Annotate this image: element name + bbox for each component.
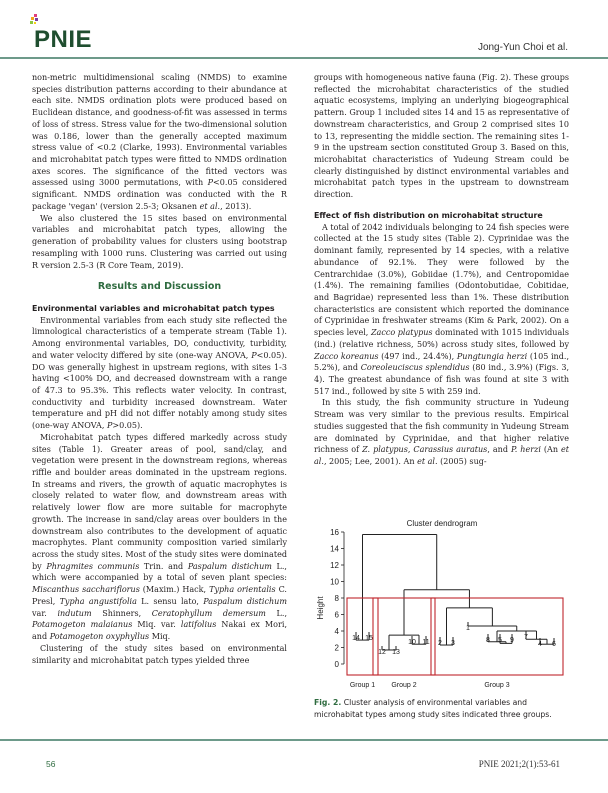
leaf-label: 14: [352, 635, 360, 642]
leaf-label: 4: [538, 641, 542, 648]
left-column: [32, 72, 287, 666]
y-tick-label: 0: [334, 660, 339, 669]
dendrogram-tree: [356, 534, 554, 650]
footer-rule: [0, 739, 608, 741]
dendrogram-chart: [316, 512, 568, 697]
group-label: Group 3: [484, 682, 510, 689]
paragraph: Clustering of the study sites based on environmental similarity and microhabitat patch types yielded three: [32, 643, 287, 665]
journal-logo-text: PNIE: [34, 26, 93, 53]
y-axis-label: Height: [316, 596, 325, 620]
page-number: 56: [46, 759, 56, 769]
paragraph: non-metric multidimensional scaling (NMDS) to examine species distribution patterns according to their abundance at each site. NMDS ordination plots were produced based on Euclidean distance, and goodness-of-fit was assessed in terms of loss of stress. Stress value for the two-dimensional solution was 0.186, lower than the generally accepted maximum stress value of <0.2 (Clarke, 1993). Environmental variables and microhabitat patch types were fitted to NMDS ordination axes scores. The significance of the fitted vectors was assessed using 3000 permutations, with P<0.05 considered significant. NMDS ordination was conducted with the R package 'vegan' (version 2.5-3; Oksanen et al., 2013).: [32, 73, 287, 211]
right-column: [314, 72, 569, 468]
leaf-label: 8: [486, 637, 490, 644]
y-tick-label: 8: [334, 594, 339, 603]
group-boxes: [347, 598, 563, 689]
figure-dendrogram: [316, 512, 568, 697]
y-tick-label: 2: [334, 643, 339, 653]
leaf-label: 6: [552, 641, 556, 648]
leaf-label: 11: [422, 639, 430, 646]
leaf-label: 13: [392, 649, 400, 656]
leaf-label: 2: [438, 640, 442, 647]
leaf-label: 5: [498, 637, 502, 644]
y-axis: [330, 528, 344, 669]
y-tick-label: 12: [330, 561, 339, 570]
paragraph: groups with homogeneous native fauna (Fig. 2). These groups reflected the microhabitat characteristics of the studied aquatic ecosystems, implying an underlying biogeographical pattern. Group 1 included sites 14 and 15 as representative of downstream characteristics, and Group 2 comprised sites 10 to 13, representing the middle section. The remaining sites 1-9 in the upstream section constituted Group 3. Based on this, microhabitat characteristics of Yudeung Stream could be clearly distinguished by distinct environmental variables and microhabitat patch types in the upstream to downstream direction.: [314, 73, 569, 200]
leaf-label: 7: [524, 634, 528, 641]
header-rule: [0, 57, 608, 59]
leaf-label: 3: [451, 640, 455, 647]
y-tick-label: 6: [334, 610, 339, 620]
leaf-label: 1: [466, 625, 470, 632]
leaf-labels: [352, 625, 556, 656]
paragraph: A total of 2042 individuals belonging to 24 fish species were collected at the 15 study sites (Table 2). Cyprinidae was the dominant family, represented by 14 species, with a relative abundance of 92.1%. They were followed by the Centrarchidae (3.0%), Gobiidae (1.7%), and Centropomidae (1.4%). The remaining families (Odontobutidae, Cobitidae, and Bagridae) represented less than 1%. These distribution characteristics are consistent which reported the dominance of Cyprinidae in freshwater streams (Kim & Park, 2002). On a species level, Zacco platypus dominated with 1015 individuals (ind.) (relative richness, 50%) across study sites, followed by Zacco koreanus (497 ind., 24.4%), Pungtungia herzi (105 ind., 5.2%), and Coreoleuciscus splendidus (80 ind., 3.9%) (Figs. 3, 4). The greatest abundance of fish was found at site 3 with 517 ind., followed by site 5 with 259 ind.: [314, 222, 570, 396]
y-tick-label: 10: [330, 577, 339, 587]
figure-caption: Fig. 2. Cluster analysis of environmental variables and microhabitat types among study sites indicated three groups.: [314, 698, 552, 719]
subsection-heading: Environmental variables and microhabitat patch types: [32, 303, 275, 313]
y-tick-label: 14: [330, 544, 339, 554]
chart-title: Cluster dendrogram: [406, 519, 478, 528]
section-title: Results and Discussion: [97, 281, 222, 293]
figure-label: Fig. 2.: [314, 698, 342, 707]
paragraph: Microhabitat patch types differed markedly across study sites (Table 1). Greater areas of pool, sand/clay, and vegetation were present in the downstream regions, whereas riffle and boulder areas dominated in the upstream regions. In streams and rivers, the growth of aquatic macrophytes is closely related to water flow, and downstream areas with relatively lower flow are more suitable for macrophyte growth. The increase in sand/clay areas over boulders in the downstream also contributes to the development of aquatic macrophytes. Plant community composition varied similarly across the study sites. Most of the study sites were dominated by Phragmites communis Trin. and Paspalum distichum L., which were accompanied by a total of seven plant species: Miscanthus sacchariflorus (Maxim.) Hack, Typha orientalis C. Presl, Typha angustifolia L. sensu lato, Paspalum distichum var. indutum Shinners, Ceratophyllum demersum L., Potamogeton malaianus Miq. var. latifolius Nakai ex Mori, and Potamogeton oxyphyllus Miq.: [32, 432, 287, 642]
leaf-label: 9: [510, 637, 514, 644]
paragraph: In this study, the fish community structure in Yudeung Stream was very similar to the previous results. Empirical studies suggested that the fish community in Yudeung Stream are dominated by Cyprinidae, and that higher relative richness of Z. platypus, Carassius auratus, and P. herzi (An et al., 2005; Lee, 2001). An et al. (2005) sug-: [314, 398, 569, 466]
journal-citation: PNIE 2021;2(1):53-61: [478, 759, 560, 769]
paragraph: We also clustered the 15 sites based on environmental variables and microhabitat patch types, allowing the generation of probability values for clusters using bootstrap resampling with 1000 runs. Clustering was carried out using R version 2.5-3 (R Core Team, 2019).: [32, 213, 287, 270]
group-label: Group 2: [391, 682, 417, 689]
leaf-label: 15: [365, 635, 373, 642]
y-tick-label: 4: [334, 627, 339, 636]
paragraph: Environmental variables from each study site reflected the limnological characteristics of a temperate stream (Table 1). Among environmental variables, DO, conductivity, turbidity, and water velocity differed by site (one-way ANOVA, P<0.05). DO was generally highest in upstream regions, with sites 1-3 having <100% DO, and decreased downstream with a range of 47.3 to 95.3%. This reflects water velocity. In contrast, conductivity and turbidity increased downstream. Water temperature and pH did not differ notably among study sites (one-way ANOVA, P>0.05).: [32, 315, 287, 431]
group-label: Group 1: [349, 682, 376, 689]
running-head: Jong-Yun Choi et al.: [477, 42, 568, 53]
subsection-heading: Effect of fish distribution on microhabitat structure: [314, 210, 543, 220]
leaf-label: 12: [378, 649, 386, 656]
y-tick-label: 16: [330, 528, 339, 537]
leaf-label: 10: [408, 639, 416, 646]
